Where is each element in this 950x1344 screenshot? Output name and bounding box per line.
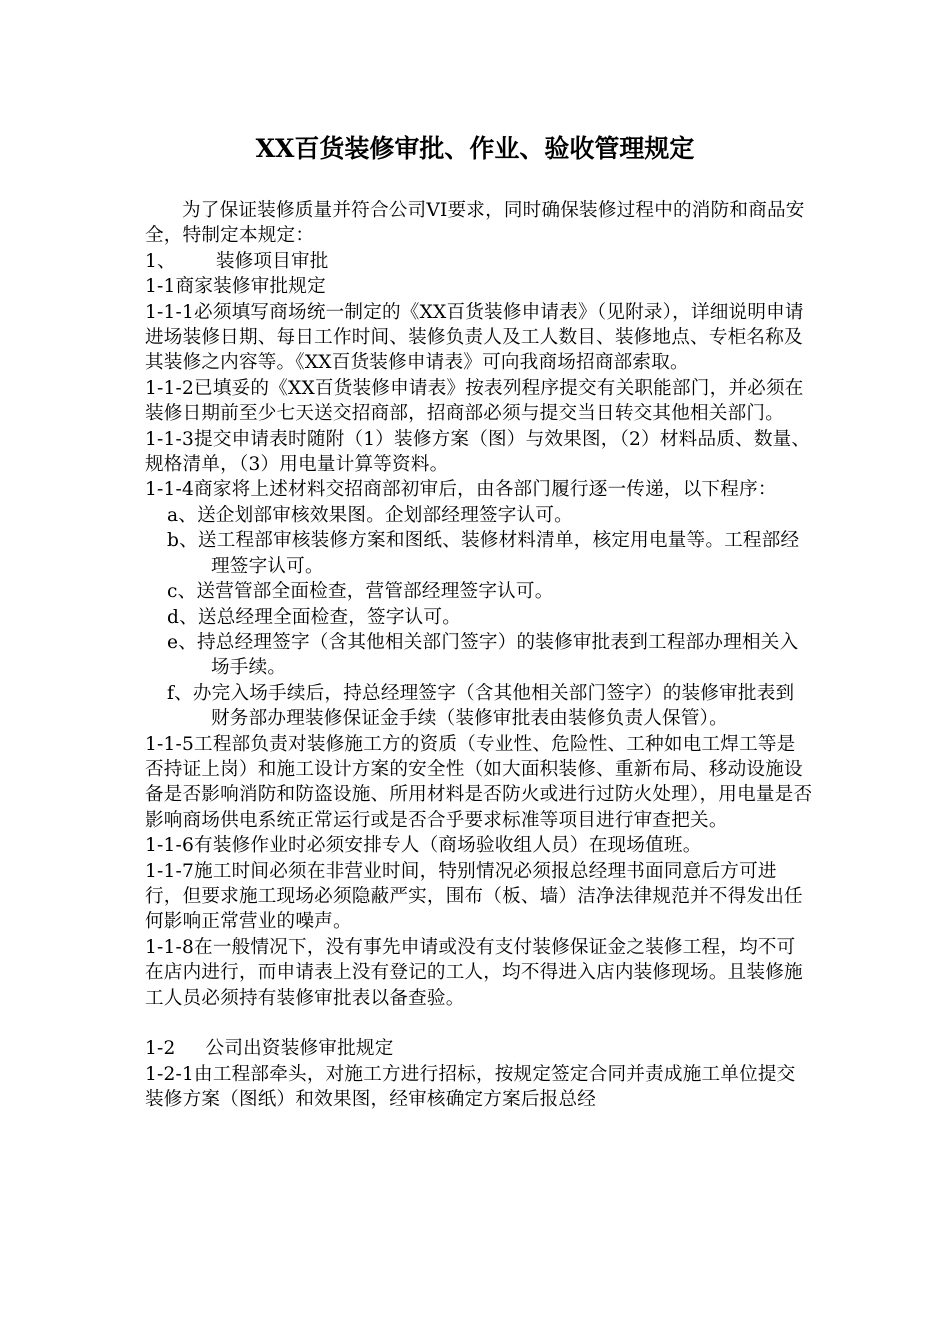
- subsection-label: 公司出资装修审批规定: [205, 1038, 394, 1060]
- list-item: e、持总经理签字（含其他相关部门签字）的装修审批表到工程部办理相关入场手续。: [167, 631, 799, 679]
- clause-1-1-5: 1-1-5工程部负责对装修施工方的资质（专业性、危险性、工种如电工焊工等是否持证上岗）和施工设计方案的安全性（如大面积装修、重新布局、移动设施设备是否影响消防和防盗设施、所用材料是否防火或进行过防火处理），用电量是否影响商场供电系统正常运行或是否合乎要求标准等项目进行审查把关。: [145, 733, 813, 831]
- section-label: 装修项目审批: [215, 250, 329, 272]
- clause-1-1-2: 1-1-2已填妥的《XX百货装修申请表》按表列程序提交有关职能部门，并必须在装修日期前至少七天送交招商部，招商部必须与提交当日转交其他相关部门。: [145, 377, 804, 425]
- document-body: [145, 198, 813, 1113]
- document-title: XX百货装修审批、作业、验收管理规定: [255, 134, 695, 163]
- clause-1-2-1: 1-2-1由工程部牵头，对施工方进行招标，按规定签定合同并责成施工单位提交装修方案（图纸）和效果图，经审核确定方案后报总经: [145, 1063, 796, 1111]
- section-number: 1、: [145, 250, 176, 272]
- clause-1-1-3: 1-1-3提交申请表时随附（1）装修方案（图）与效果图，（2）材料品质、数量、规格清单，（3）用电量计算等资料。: [145, 428, 811, 476]
- list-item: c、送营管部全面检查，营管部经理签字认可。: [167, 581, 554, 603]
- clause-1-1-4: 1-1-4商家将上述材料交招商部初审后，由各部门履行逐一传递，以下程序：: [145, 479, 777, 501]
- list-item: d、送总经理全面检查，签字认可。: [167, 606, 462, 628]
- list-item: b、送工程部审核装修方案和图纸、装修材料清单，核定用电量等。工程部经理签字认可。: [167, 530, 800, 577]
- intro-paragraph: 为了保证装修质量并符合公司VI要求，同时确保装修过程中的消防和商品安全，特制定本规定：: [145, 200, 805, 247]
- list-item: a、送企划部审核效果图。企划部经理签字认可。: [167, 504, 573, 526]
- list-item: f、办完入场手续后，持总经理签字（含其他相关部门签字）的装修审批表到财务部办理装修保证金手续（装修审批表由装修负责人保管）。: [167, 682, 795, 730]
- subsection-heading-2: [145, 1036, 813, 1061]
- blank-line: [145, 1011, 813, 1036]
- subsection-number: 1-2: [145, 1038, 176, 1060]
- clause-1-1-8: 1-1-8在一般情况下，没有事先申请或没有支付装修保证金之装修工程，均不可在店内进行，而申请表上没有登记的工人，均不得进入店内装修现场。且装修施工人员必须持有装修审批表以备查验。: [145, 936, 803, 1009]
- section-heading: [145, 249, 813, 274]
- clause-1-1-7: 1-1-7施工时间必须在非营业时间，特别情况必须报总经理书面同意后方可进行，但要求施工现场必须隐蔽严实，围布（板、墙）洁净法律规范并不得发出任何影响正常营业的噪声。: [145, 860, 803, 933]
- clause-1-1-6: 1-1-6有装修作业时必须安排专人（商场验收组人员）在现场值班。: [145, 835, 702, 857]
- subsection-heading: 1-1商家装修审批规定: [145, 276, 326, 298]
- clause-1-1-1: 1-1-1必须填写商场统一制定的《XX百货装修申请表》（见附录），详细说明申请进场装修日期、每日工作时间、装修负责人及工人数目、装修地点、专柜名称及其装修之内容等。《XX百货装修申请表》可向我商场招商部索取。: [145, 301, 804, 374]
